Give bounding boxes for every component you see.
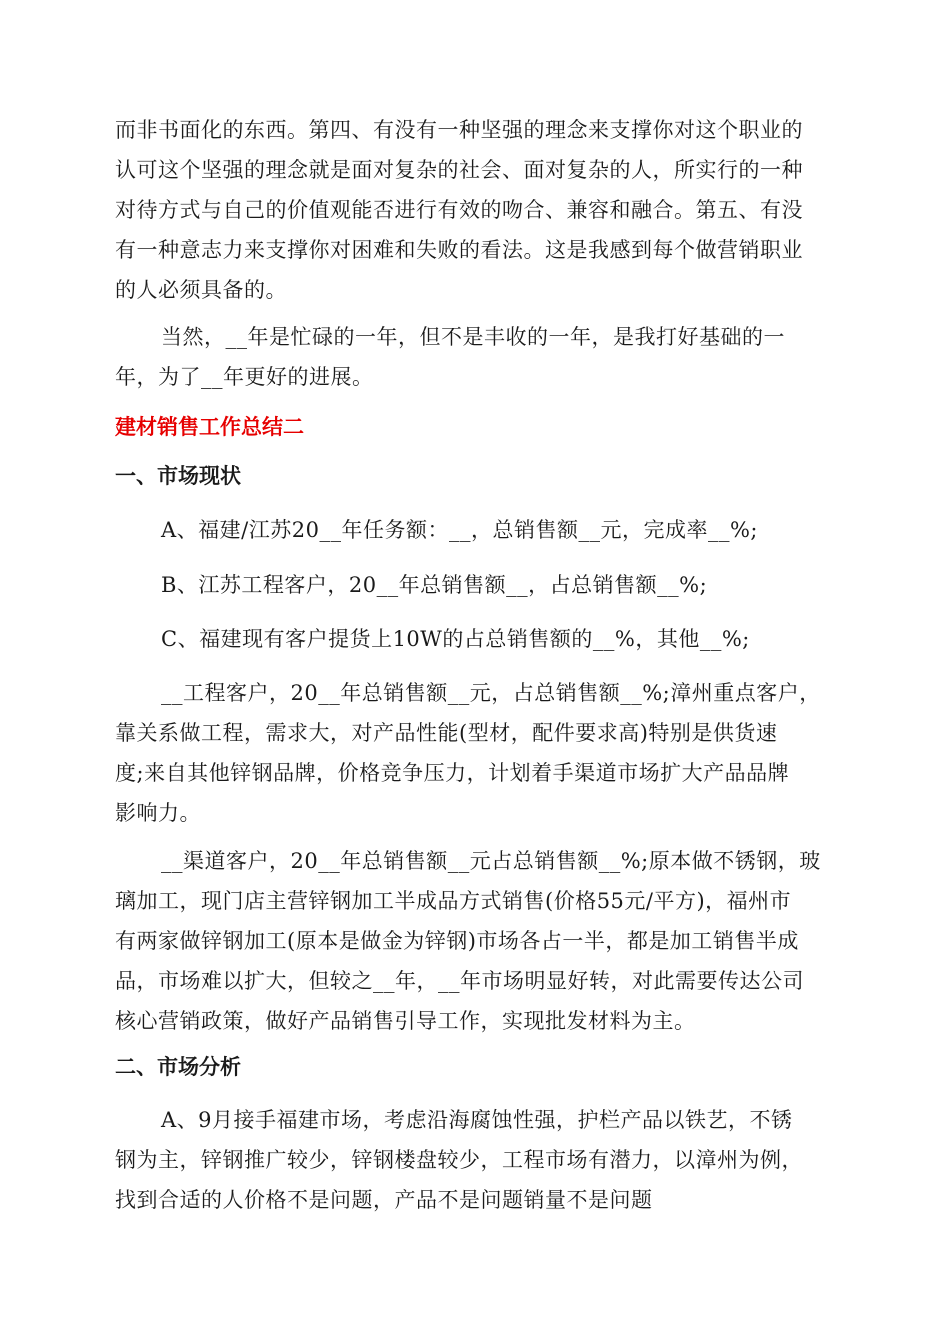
text-line: 度;来自其他锌钢品牌，价格竞争压力，计划着手渠道市场扩大产品品牌 xyxy=(115,761,790,785)
paragraph-channel-clients xyxy=(115,841,835,1041)
text-line: 璃加工，现门店主营锌钢加工半成品方式销售(价格55元/平方)，福州市 xyxy=(115,889,792,913)
text-line: 核心营销政策，做好产品销售引导工作，实现批发材料为主。 xyxy=(115,1009,696,1033)
section-title: 建材销售工作总结二 xyxy=(115,415,304,439)
text-line: 靠关系做工程，需求大，对产品性能(型材，配件要求高)特别是供货速 xyxy=(115,721,778,745)
text-line: 当然，__年是忙碌的一年，但不是丰收的一年，是我打好基础的一 xyxy=(161,325,785,349)
text-line: 认可这个坚强的理念就是面对复杂的社会、面对复杂的人，所实行的一种 xyxy=(115,158,803,182)
text-line: 有一种意志力来支撑你对困难和失败的看法。这是我感到每个做营销职业 xyxy=(115,238,803,262)
text-line: 年，为了__年更好的进展。 xyxy=(115,365,374,389)
text-line: A、9月接手福建市场，考虑沿海腐蚀性强，护栏产品以铁艺，不锈 xyxy=(161,1108,793,1132)
item-b xyxy=(115,565,835,605)
paragraph-qualities xyxy=(115,110,835,310)
heading-market-analysis: 二、市场分析 xyxy=(115,1055,241,1079)
text-line: 钢为主，锌钢推广较少，锌钢楼盘较少，工程市场有潜力，以漳州为例， xyxy=(115,1148,803,1172)
paragraph-analysis-a xyxy=(115,1100,835,1220)
text-line: 对待方式与自己的价值观能否进行有效的吻合、兼容和融合。第五、有没 xyxy=(115,198,803,222)
text-line: 影响力。 xyxy=(115,801,201,825)
text-line: 品，市场难以扩大，但较之__年，__年市场明显好转，对此需要传达公司 xyxy=(115,969,804,993)
heading-market-status: 一、市场现状 xyxy=(115,464,241,488)
item-a xyxy=(115,510,835,550)
text-line: A、福建/江苏20__年任务额：__，总销售额__元，完成率__%; xyxy=(161,518,758,542)
paragraph-engineering-clients xyxy=(115,673,835,833)
text-line: 有两家做锌钢加工(原本是做金为锌钢)市场各占一半，都是加工销售半成 xyxy=(115,929,799,953)
text-line: B、江苏工程客户，20__年总销售额__，占总销售额__%; xyxy=(161,573,708,597)
paragraph-conclusion xyxy=(115,317,835,397)
text-line: 而非书面化的东西。第四、有没有一种坚强的理念来支撑你对这个职业的 xyxy=(115,118,803,142)
text-line: 找到合适的人价格不是问题，产品不是问题销量不是问题 xyxy=(115,1188,653,1212)
text-line: 的人必须具备的。 xyxy=(115,278,287,302)
text-line: __工程客户，20__年总销售额__元，占总销售额__%;漳州重点客户， xyxy=(161,681,821,705)
item-c xyxy=(115,619,835,659)
text-line: C、福建现有客户提货上10W的占总销售额的__%，其他__%; xyxy=(161,627,750,651)
text-line: __渠道客户，20__年总销售额__元占总销售额__%;原本做不锈钢，玻 xyxy=(161,849,821,873)
